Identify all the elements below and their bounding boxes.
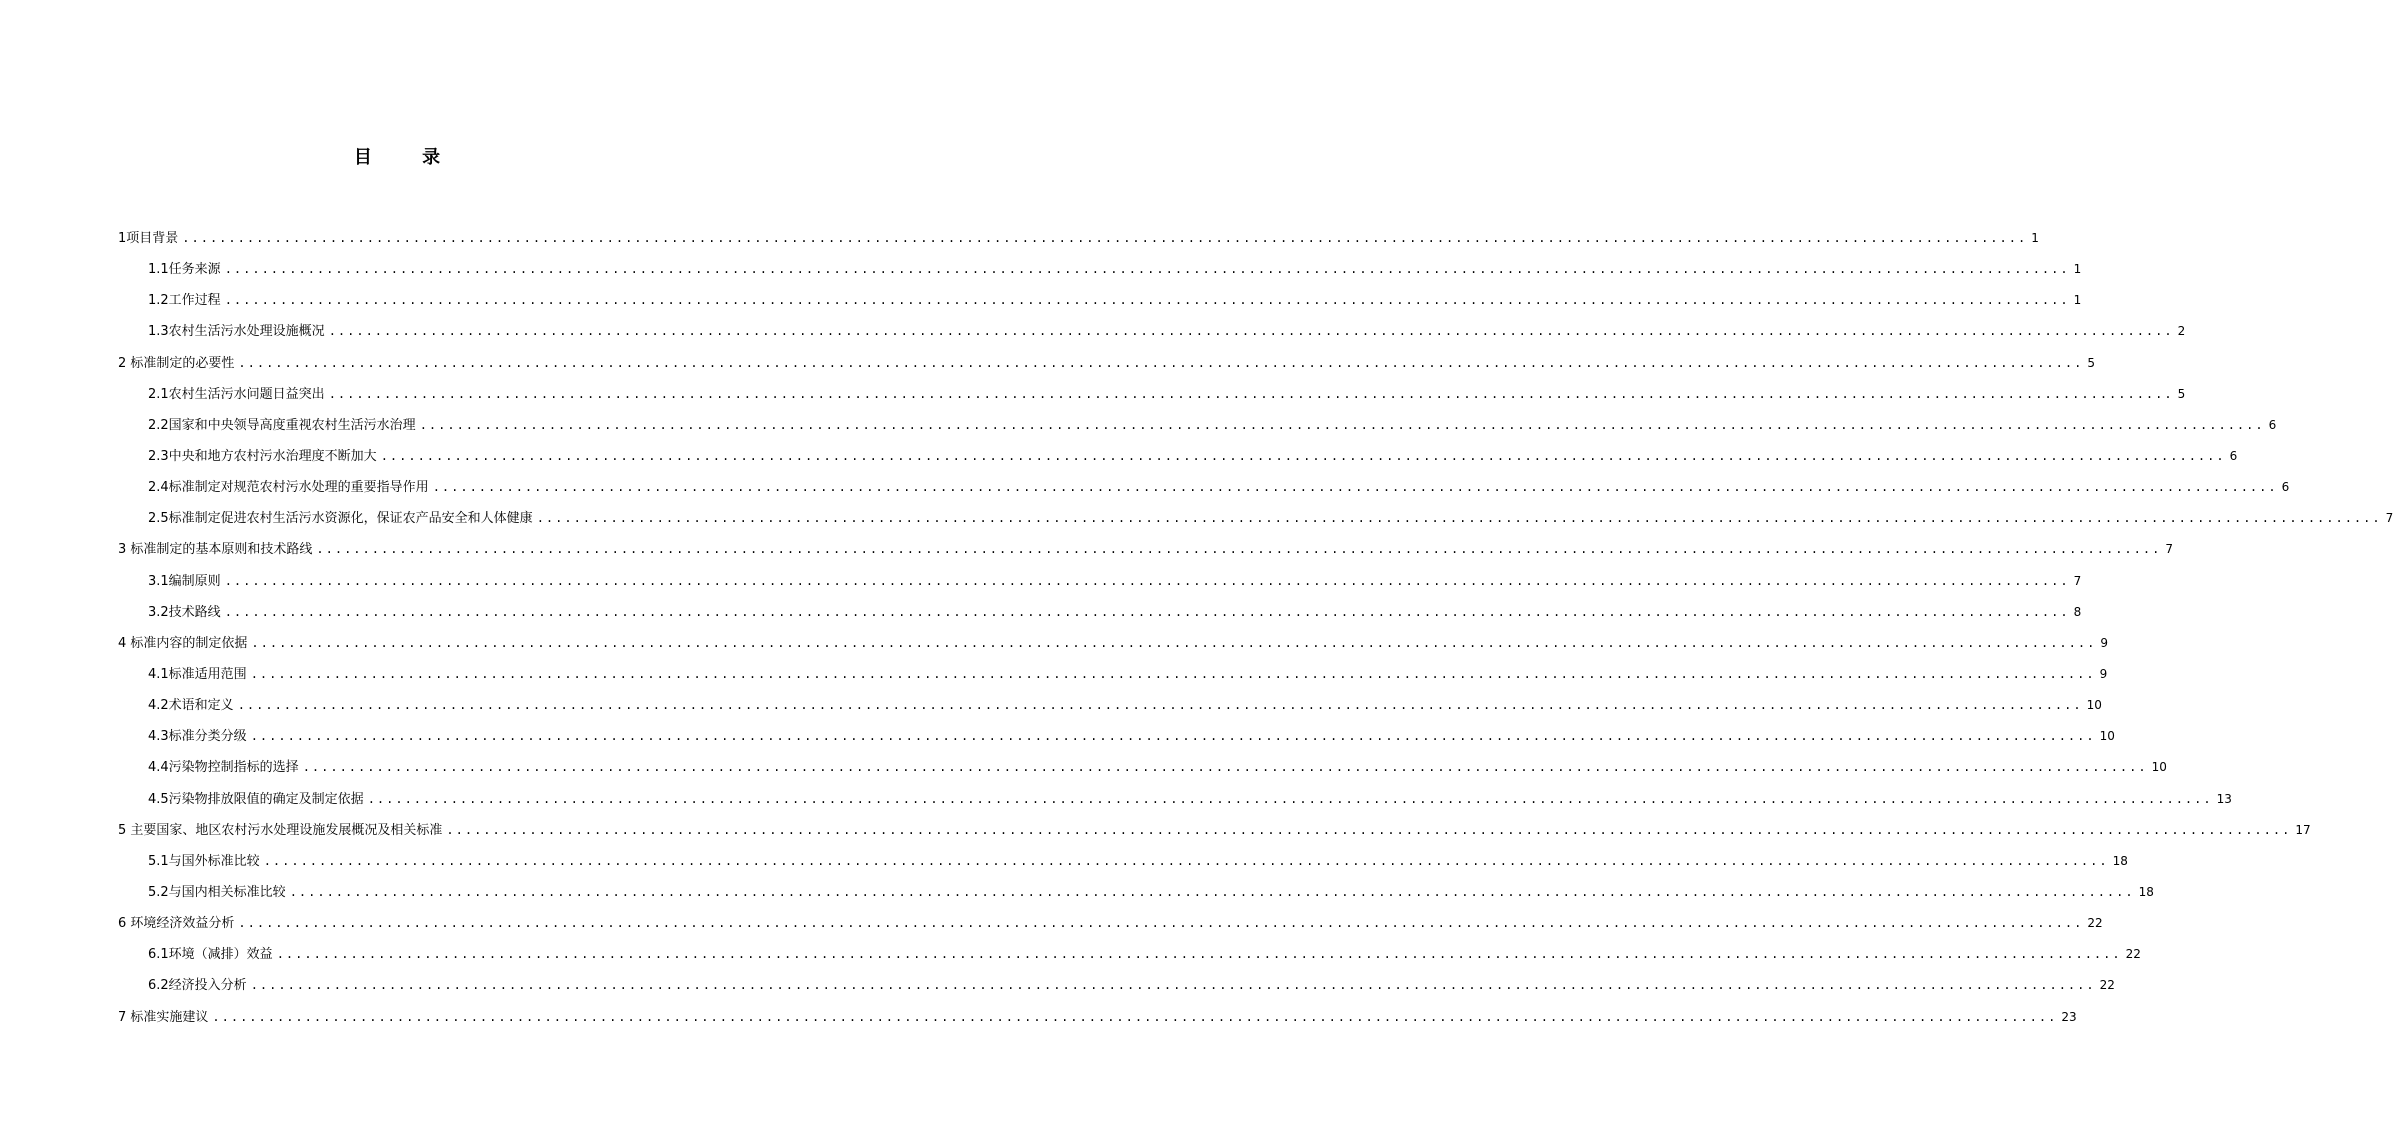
toc-page-number: 1 [2031, 231, 2039, 245]
toc-entry-label: 4 标准内容的制定依据 [118, 635, 248, 651]
toc-page-number: 6 [2229, 448, 2238, 463]
toc-dot-leader: ........................................................................................................................................................................................................ [328, 324, 2174, 339]
toc-page-number: 8 [2073, 604, 2082, 619]
toc-entry-label: 1项目背景 [118, 231, 179, 246]
toc-entry-label: 1.1任务来源 [148, 262, 221, 278]
toc-dot-leader: ........................................................................................................................................................................................................ [212, 1009, 2058, 1024]
toc-entry-label: 5.2与国内相关标准比较 [148, 884, 286, 900]
toc-dot-leader: ........................................................................................................................................................................................................ [250, 729, 2096, 744]
toc-entry-label: 5 主要国家、地区农村污水处理设施发展概况及相关标准 [118, 822, 443, 838]
toc-entry-label: 3.1编制原则 [148, 573, 221, 589]
toc-dot-leader: ........................................................................................................................................................................................................ [250, 978, 2096, 993]
toc-page-number: 10 [2151, 760, 2167, 775]
page-title: 目 录 [353, 147, 463, 168]
toc-entry[interactable] [118, 568, 2082, 599]
toc-entry[interactable] [118, 443, 2238, 474]
toc-entry[interactable] [118, 318, 2186, 349]
toc-entry[interactable] [118, 256, 2082, 287]
toc-page-number: 7 [2073, 573, 2082, 588]
toc-dot-leader: ........................................................................................................................................................................................................ [446, 822, 2292, 837]
toc-page-number: 22 [2087, 916, 2103, 931]
toc-entry-label: 2.1农村生活污水问题日益突出 [148, 386, 325, 402]
toc-entry-label: 4.3标准分类分级 [148, 729, 247, 745]
toc-entry-label: 1.3农村生活污水处理设施概况 [148, 324, 325, 340]
toc-dot-leader: ........................................................................................................................................................................................................ [380, 448, 2226, 463]
toc-entry[interactable] [118, 536, 2173, 567]
toc-entry-label: 6.1环境（减排）效益 [148, 947, 273, 963]
toc-entry-label: 2 标准制定的必要性 [118, 355, 235, 371]
toc-dot-leader: ........................................................................................................................................................................................................ [250, 666, 2096, 681]
toc-dot-leader: ........................................................................................................................................................................................................ [302, 760, 2148, 775]
toc-page-number: 17 [2295, 822, 2311, 837]
toc-page-number: 7 [2165, 542, 2173, 557]
toc-dot-leader: ........................................................................................................................................................................................................ [224, 262, 2070, 277]
toc-entry[interactable] [118, 723, 2115, 754]
toc-entry-label: 2.3中央和地方农村污水治理度不断加大 [148, 448, 377, 464]
toc-entry[interactable] [118, 848, 2128, 879]
toc-entry-label: 4.5污染物排放限值的确定及制定依据 [148, 791, 364, 807]
toc-page-number: 5 [2177, 386, 2186, 401]
toc-entry-label: 4.1标准适用范围 [148, 666, 247, 682]
toc-dot-leader: ........................................................................................................................................................................................................ [224, 573, 2070, 588]
toc-dot-leader: ........................................................................................................................................................................................................ [224, 604, 2070, 619]
toc-page-number: 9 [2099, 666, 2108, 681]
toc-dot-leader: ........................................................................................................................................................................................................ [276, 947, 2122, 962]
toc-dot-leader: ........................................................................................................................................................................................................ [328, 386, 2174, 401]
toc-entry[interactable] [118, 287, 2082, 318]
toc-dot-leader: ........................................................................................................................................................................................................ [182, 231, 2028, 245]
toc-dot-leader: ........................................................................................................................................................................................................ [289, 884, 2135, 899]
toc-dot-leader: ........................................................................................................................................................................................................ [316, 542, 2162, 557]
toc-entry[interactable] [118, 661, 2108, 692]
toc-dot-leader: ........................................................................................................................................................................................................ [367, 791, 2213, 806]
toc-entry-label: 2.4标准制定对规范农村污水处理的重要指导作用 [148, 480, 429, 496]
toc-entry[interactable] [118, 817, 2311, 848]
toc-entry[interactable] [118, 350, 2095, 381]
toc-dot-leader: ........................................................................................................................................................................................................ [237, 698, 2083, 713]
toc-entry-label: 2.2国家和中央领导高度重视农村生活污水治理 [148, 417, 416, 433]
toc-dot-leader: ........................................................................................................................................................................................................ [224, 293, 2070, 308]
toc-dot-leader: ........................................................................................................................................................................................................ [238, 916, 2084, 931]
toc-entry[interactable] [118, 474, 2290, 505]
toc-dot-leader: ........................................................................................................................................................................................................ [536, 511, 2382, 526]
toc-entry-label: 7 标准实施建议 [118, 1009, 209, 1025]
toc-dot-leader: ........................................................................................................................................................................................................ [238, 355, 2084, 370]
toc-page-number: 23 [2061, 1009, 2077, 1024]
table-of-contents [118, 225, 2393, 1035]
toc-entry-label: 5.1与国外标准比较 [148, 853, 260, 869]
toc-page-number: 18 [2112, 853, 2128, 868]
toc-entry[interactable] [118, 972, 2115, 1003]
toc-dot-leader: ........................................................................................................................................................................................................ [251, 635, 2097, 650]
toc-page-number: 10 [2099, 729, 2115, 744]
toc-page-number: 6 [2281, 480, 2290, 495]
toc-page-number: 1 [2073, 293, 2082, 308]
toc-entry[interactable] [118, 412, 2277, 443]
toc-entry[interactable] [118, 910, 2103, 941]
toc-entry-label: 3.2技术路线 [148, 604, 221, 620]
toc-page-number: 5 [2087, 355, 2095, 370]
toc-page-number: 2 [2177, 324, 2186, 339]
toc-page-number: 13 [2216, 791, 2232, 806]
toc-entry[interactable] [118, 630, 2108, 661]
toc-page-number: 22 [2099, 978, 2115, 993]
toc-page-number: 18 [2138, 884, 2154, 899]
toc-entry-label: 4.4污染物控制指标的选择 [148, 760, 299, 776]
toc-entry[interactable] [118, 692, 2102, 723]
toc-entry[interactable] [118, 225, 2039, 256]
toc-entry-label: 6 环境经济效益分析 [118, 916, 235, 932]
toc-page-number: 1 [2073, 262, 2082, 277]
toc-entry[interactable] [118, 754, 2167, 785]
toc-entry-label: 4.2术语和定义 [148, 698, 234, 714]
toc-dot-leader: ........................................................................................................................................................................................................ [419, 417, 2265, 432]
toc-entry-label: 2.5标准制定促进农村生活污水资源化，保证农产品安全和人体健康 [148, 511, 533, 527]
toc-page-number: 9 [2100, 635, 2108, 650]
toc-entry[interactable] [118, 599, 2082, 630]
toc-entry[interactable] [118, 381, 2186, 412]
toc-entry-label: 6.2经济投入分析 [148, 978, 247, 994]
toc-entry-label: 1.2工作过程 [148, 293, 221, 309]
toc-page-number: 6 [2268, 417, 2277, 432]
toc-entry[interactable] [118, 786, 2232, 817]
toc-entry[interactable] [118, 941, 2141, 972]
toc-entry[interactable] [118, 879, 2154, 910]
toc-page-number: 10 [2086, 698, 2102, 713]
toc-dot-leader: ........................................................................................................................................................................................................ [432, 480, 2278, 495]
toc-dot-leader: ........................................................................................................................................................................................................ [263, 853, 2109, 868]
toc-page-number: 7 [2385, 511, 2393, 526]
toc-entry[interactable] [118, 1004, 2077, 1035]
toc-entry[interactable] [118, 505, 2393, 536]
toc-page-number: 22 [2125, 947, 2141, 962]
toc-entry-label: 3 标准制定的基本原则和技术路线 [118, 542, 313, 558]
